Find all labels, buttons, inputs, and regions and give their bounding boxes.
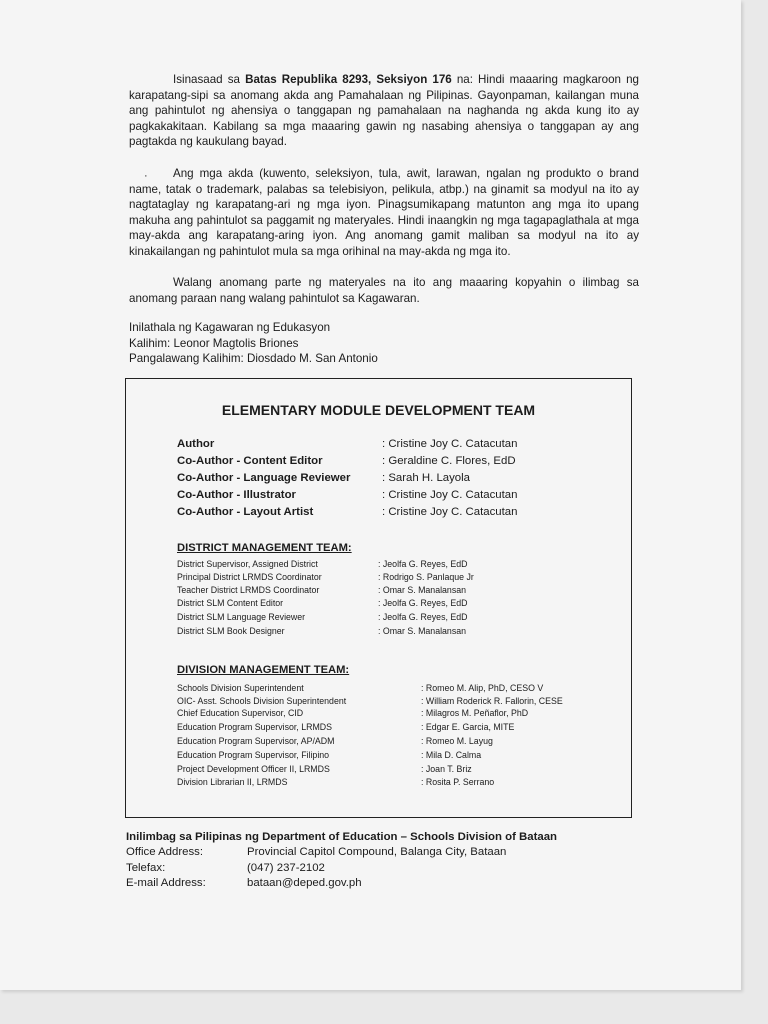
- law-reference: Batas Republika 8293, Seksiyon 176: [245, 73, 452, 86]
- division-team-heading: DIVISION MANAGEMENT TEAM:: [177, 664, 350, 676]
- team-member-row: Co-Author - Layout Artist : Cristine Joy C. Catacutan: [177, 506, 518, 518]
- district-team-heading: DISTRICT MANAGEMENT TEAM:: [177, 542, 352, 554]
- email-row: E-mail Address: bataan@deped.gov.ph: [126, 876, 362, 889]
- division-row: Education Program Supervisor, AP/ADM : Romeo M. Layug: [177, 736, 493, 746]
- district-row: District SLM Language Reviewer : Jeolfa G. Reyes, EdD: [177, 612, 468, 622]
- district-row: Teacher District LRMDS Coordinator : Omar S. Manalansan: [177, 585, 467, 595]
- division-row: OIC- Asst. Schools Division Superintendent : William Roderick R. Fallorin, CESE: [177, 696, 563, 706]
- district-row: District SLM Content Editor : Jeolfa G. Reyes, EdD: [177, 598, 468, 608]
- division-row: Project Development Officer II, LRMDS : Joan T. Briz: [177, 764, 472, 774]
- division-row: Division Librarian II, LRMDS : Rosita P. Serrano: [177, 777, 495, 787]
- copyright-paragraph-3: Walang anomang parte ng materyales na ito ang maaaring kopyahin o ilimbag sa anomang paraan nang walang pahintulot sa Kagawaran.: [129, 276, 639, 305]
- undersecretary-line: Pangalawang Kalihim: Diosdado M. San Antonio: [129, 352, 378, 366]
- division-row: Education Program Supervisor, LRMDS : Edgar E. Garcia, MITE: [177, 722, 515, 732]
- copyright-paragraph-2: Ang mga akda (kuwento, seleksiyon, tula, awit, larawan, ngalan ng produkto o brand name, tatak o trademark, palabas sa telebisiyon, pelikula, atbp.) na ginamit sa modyul na ito ay nagtataglay ng karapatang-ari ng mga iyon. Pinagsumikapang matunton ang mga ito upang makuha ang pahintulot sa paggamit ng materyales. Hindi inaangkin ng mga tagapaglathala at mga may-akda ang karapatang-aring iyon. Ang anomang gamit maliban sa modyul na ito ay kinakailangan ng pahintulot mula sa mga orihinal na may-akda ng mga ito.: [129, 167, 639, 258]
- division-row: Education Program Supervisor, Filipino : Mila D. Calma: [177, 750, 482, 760]
- division-row: Schools Division Superintendent : Romeo M. Alip, PhD, CESO V: [177, 683, 544, 693]
- team-member-row: Co-Author - Content Editor : Geraldine C. Flores, EdD: [177, 455, 516, 467]
- development-team-box: [125, 378, 632, 818]
- telefax-row: Telefax: (047) 237-2102: [126, 861, 325, 874]
- publisher-block: [129, 320, 378, 367]
- team-member-row: Author : Cristine Joy C. Catacutan: [177, 438, 518, 450]
- team-member-row: Co-Author - Language Reviewer : Sarah H. Layola: [177, 472, 471, 484]
- district-row: Principal District LRMDS Coordinator : Rodrigo S. Panlaque Jr: [177, 572, 474, 582]
- team-member-row: Co-Author - Illustrator : Cristine Joy C. Catacutan: [177, 489, 518, 501]
- bullet-mark: ·: [144, 170, 148, 182]
- team-title: ELEMENTARY MODULE DEVELOPMENT TEAM: [221, 402, 536, 418]
- secretary-line: Kalihim: Leonor Magtolis Briones: [129, 336, 299, 350]
- printed-by-line: Inilimbag sa Pilipinas ng Department of Education – Schools Division of Bataan: [126, 831, 558, 843]
- office-address-row: Office Address: Provincial Capitol Compound, Balanga City, Bataan: [126, 846, 507, 859]
- district-row: District Supervisor, Assigned District : Jeolfa G. Reyes, EdD: [177, 559, 468, 569]
- publisher-line: Inilathala ng Kagawaran ng Edukasyon: [129, 321, 331, 334]
- division-row: Chief Education Supervisor, CID : Milagros M. Peñaflor, PhD: [177, 708, 529, 718]
- printing-info: [126, 830, 557, 891]
- copyright-paragraph-1: Isinasaad sa Batas Republika 8293, Seksiyon 176 na: Hindi maaaring magkaroon ng karapatang-sipi sa anomang akda ang Pamahalaan ng Pilipinas. Gayonpaman, kailangan muna ang pahintulot ng ahensiya o tanggapan ng pamahalaan na naghanda ng akda kung ito ay pagkakakitaan. Kabilang sa mga maaaring gawin ng nasabing ahensiya o tanggapan ay ang pagtakda ng kaukulang bayad.: [129, 73, 639, 149]
- district-row: District SLM Book Designer : Omar S. Manalansan: [177, 626, 467, 636]
